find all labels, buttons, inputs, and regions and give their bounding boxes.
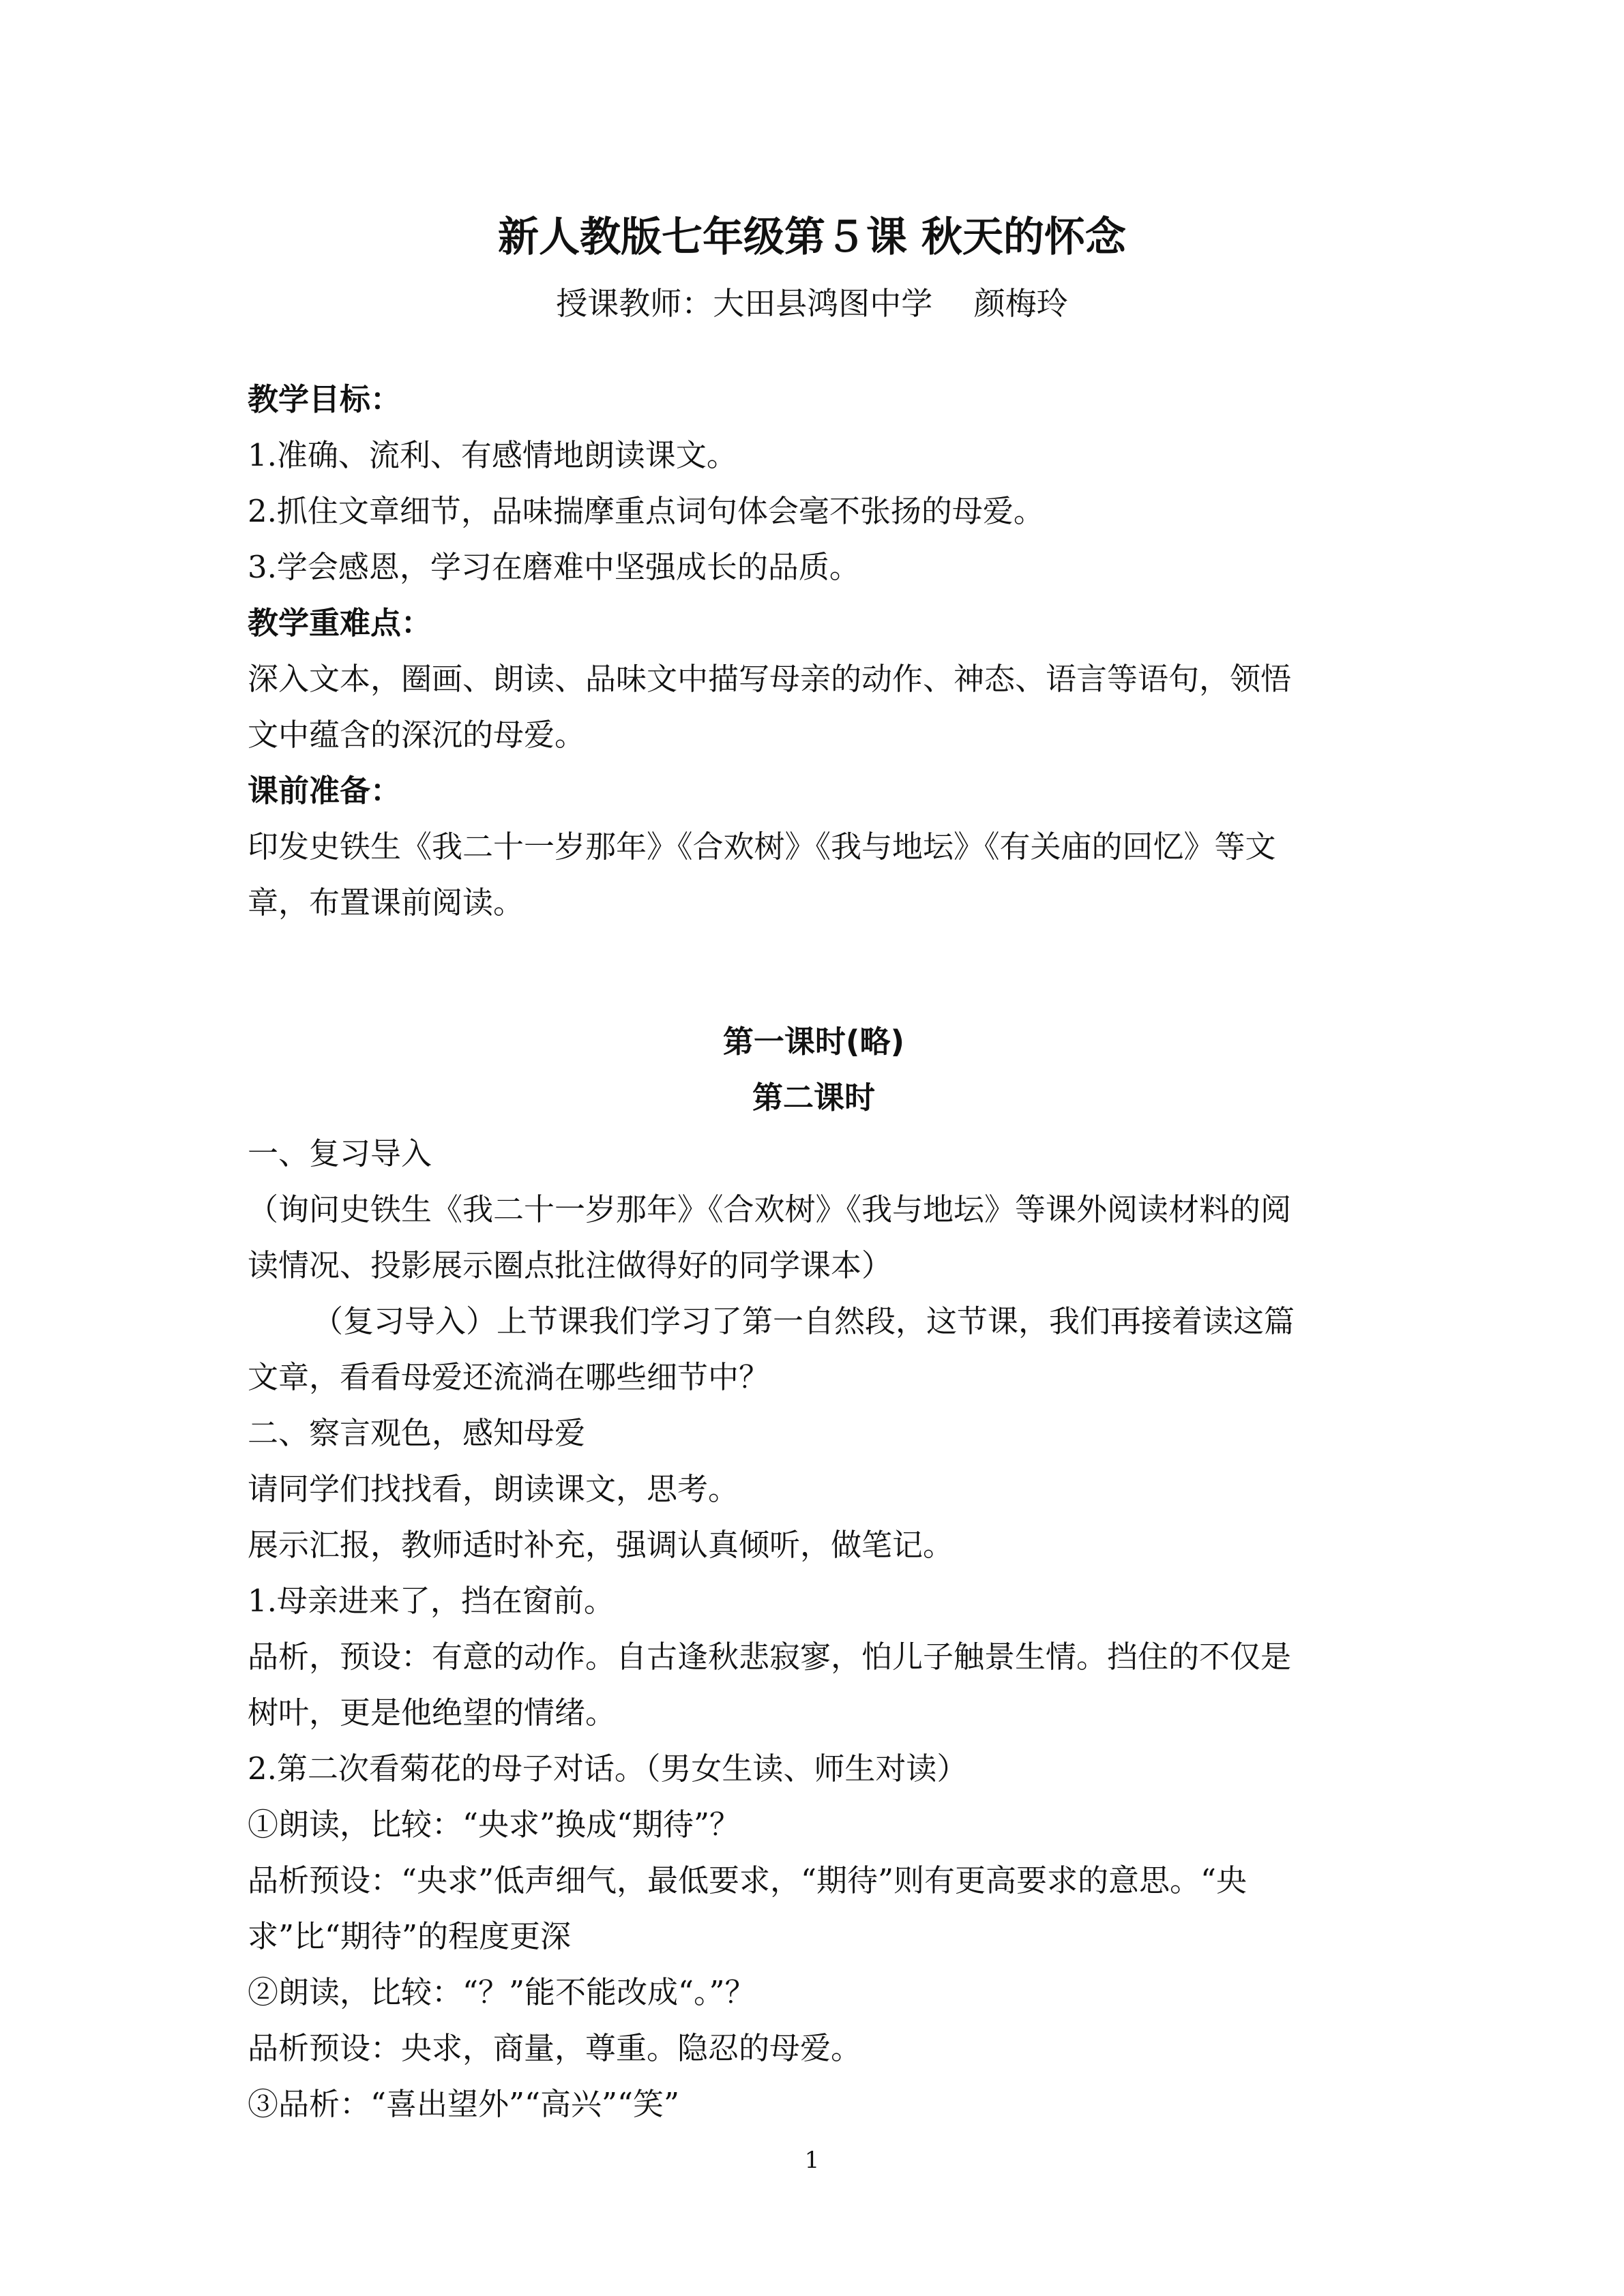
page-number: 1 bbox=[804, 2147, 820, 2174]
lesson-line: 1.母亲进来了，挡在窗前。 bbox=[248, 1583, 615, 1619]
lesson-line: 二、察言观色，感知母爱 bbox=[248, 1415, 586, 1451]
goal-item: 1.准确、流利、有感情地朗读课文。 bbox=[248, 437, 737, 473]
first-period-heading: 第一课时(略) bbox=[722, 1024, 905, 1060]
spacer bbox=[248, 987, 1380, 1014]
goals-heading: 教学目标： bbox=[248, 381, 402, 417]
lesson-line: 一、复习导入 bbox=[248, 1135, 432, 1172]
lesson-line: 品析，预设：有意的动作。自古逢秋悲寂寥，怕儿子触景生情。挡住的不仅是 bbox=[248, 1639, 1292, 1675]
lesson-line: 请同学们找找看，朗读课文，思考。 bbox=[248, 1471, 739, 1507]
goal-item: 2.抓住文章细节，品味揣摩重点词句体会毫不张扬的母爱。 bbox=[248, 493, 1044, 529]
lesson-line: ③品析：“喜出望外”“高兴”“笑” bbox=[248, 2086, 680, 2122]
lesson-line: ②朗读，比较：“？”能不能改成“。”？ bbox=[248, 1974, 756, 2010]
difficulty-heading: 教学重难点： bbox=[248, 605, 432, 641]
second-period-heading: 第二课时 bbox=[752, 1079, 875, 1116]
prep-heading: 课前准备： bbox=[248, 773, 402, 809]
lesson-title: 新人教版七年级第５课 秋天的怀念 bbox=[498, 213, 1126, 261]
lesson-line: 2.第二次看菊花的母子对话。（男女生读、师生对读） bbox=[248, 1750, 968, 1787]
prep-line: 印发史铁生《我二十一岁那年》《合欢树》《我与地坛》《有关庙的回忆》等文 bbox=[248, 829, 1276, 865]
lesson-line: （复习导入）上节课我们学习了第一自然段，这节课，我们再接着读这篇 bbox=[312, 1303, 1295, 1339]
lesson-line: （询问史铁生《我二十一岁那年》《合欢树》《我与地坛》等课外阅读材料的阅 bbox=[248, 1191, 1292, 1227]
lesson-line: 展示汇报，教师适时补充，强调认真倾听，做笔记。 bbox=[248, 1527, 954, 1563]
lesson-line: 树叶，更是他绝望的情绪。 bbox=[248, 1695, 617, 1731]
prep-line: 章，布置课前阅读。 bbox=[248, 884, 525, 921]
spacer bbox=[248, 931, 1380, 987]
difficulty-line: 深入文本，圈画、朗读、品味文中描写母亲的动作、神态、语言等语句，领悟 bbox=[248, 661, 1292, 697]
lesson-line: 读情况、投影展示圈点批注做得好的同学课本） bbox=[248, 1247, 893, 1283]
lesson-line: 品析预设：“央求”低声细气，最低要求，“期待”则有更高要求的意思。“央 bbox=[248, 1862, 1247, 1898]
document-body bbox=[248, 372, 1380, 2132]
lesson-line: 文章，看看母爱还流淌在哪些细节中？ bbox=[248, 1359, 770, 1395]
lesson-line: 求”比“期待”的程度更深 bbox=[248, 1918, 572, 1954]
lesson-line: ①朗读，比较：“央求”换成“期待”？ bbox=[248, 1806, 741, 1843]
difficulty-line: 文中蕴含的深沉的母爱。 bbox=[248, 717, 586, 753]
author-line: 授课教师：大田县鸿图中学 颜梅玲 bbox=[556, 285, 1068, 322]
goal-item: 3.学会感恩，学习在磨难中坚强成长的品质。 bbox=[248, 549, 860, 585]
lesson-line: 品析预设：央求，商量，尊重。隐忍的母爱。 bbox=[248, 2030, 862, 2066]
